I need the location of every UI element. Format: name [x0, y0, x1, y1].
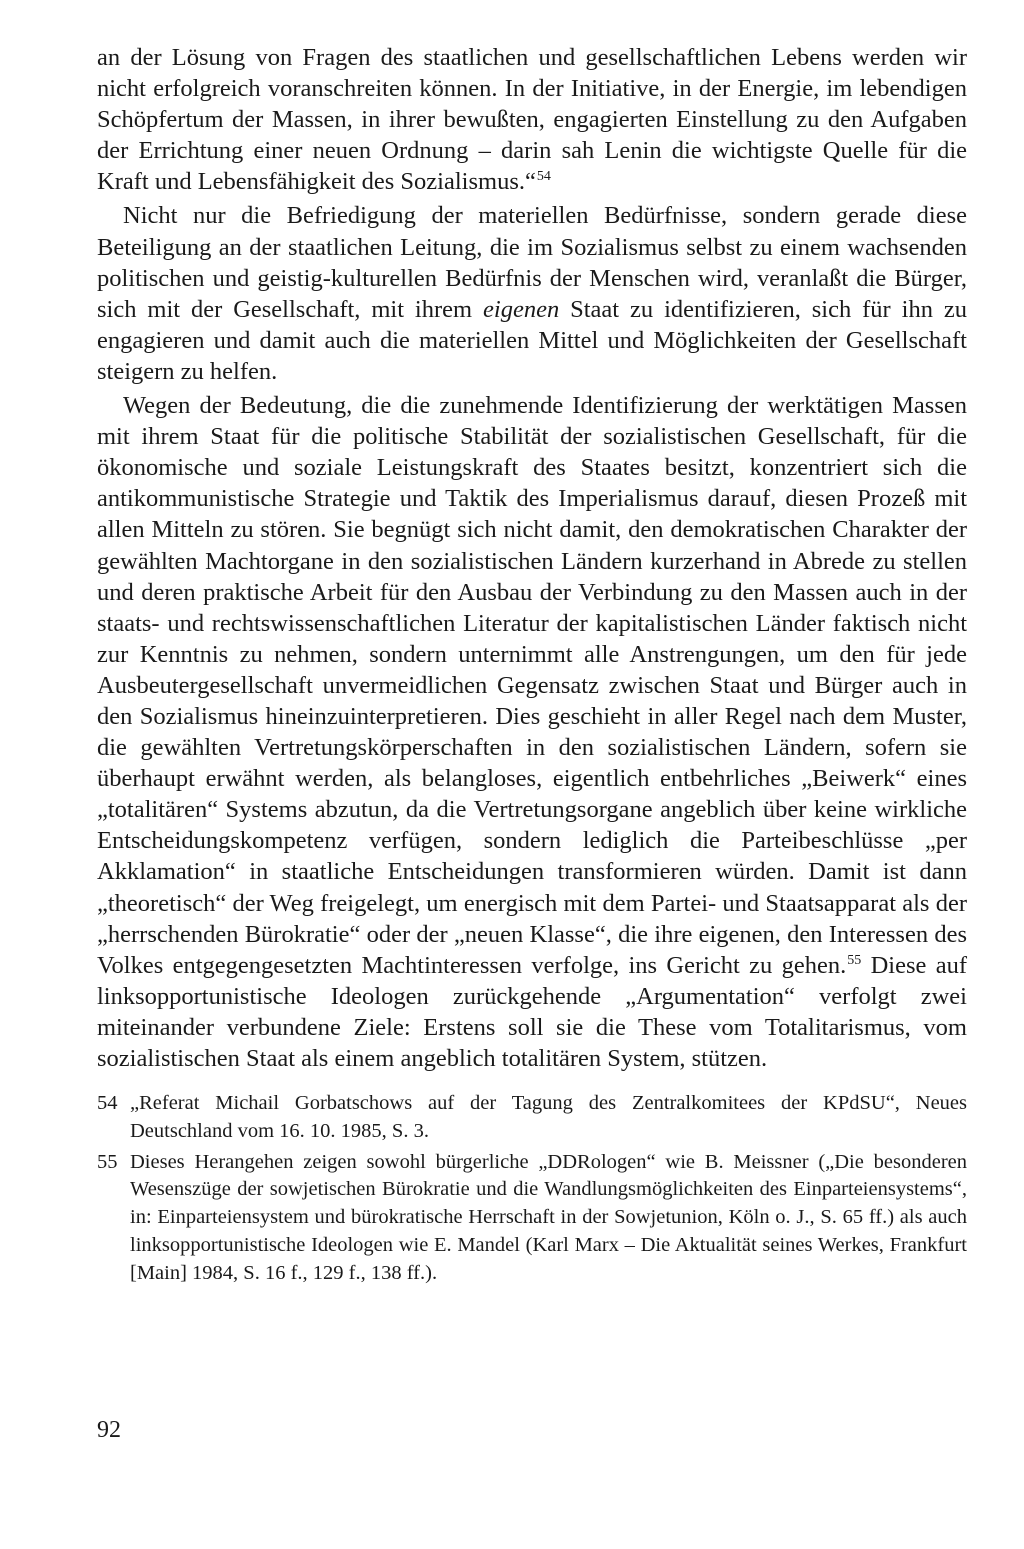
- paragraph-2: [97, 200, 967, 387]
- paragraph-2-text-end: Staat zu identifizieren, sich für ihn zu engagieren und damit auch die materiellen Mittel und Möglichkeiten der Gesellschaft steigern zu helfen.: [97, 295, 967, 385]
- paragraph-3-text-end: Diese auf linksopportunistische Ideologen zurückgehende „Argumentation“ verfolgt zwei miteinander verbundene Ziele: Erstens soll sie die These vom Totalitarismus, vom sozialistischen Staat als einem angeblich totalitären System, stützen.: [97, 951, 967, 1072]
- footnote-55: [97, 1149, 967, 1288]
- footnote-text: Dieses Herangehen zeigen sowohl bürgerliche „DDRologen“ wie B. Meissner („Die besonderen Wesenszüge der sowjetischen Bürokratie und die Wandlungsmöglichkeiten des Einparteiensystems“, in: Einparteiensystem und bürokratische Herrschaft in der Sowjetunion, Köln o. J., S. 65 ff.) als auch linksopportunistische Ideologen wie E. Mandel (Karl Marx – Die Aktualität seines Werkes, Frankfurt [Main] 1984, S. 16 f., 129 f., 138 ff.).: [130, 1150, 967, 1284]
- footnote-number: 54: [97, 1092, 118, 1115]
- emphasis-eigenen: eigenen: [483, 295, 560, 323]
- page-content: [97, 42, 967, 1291]
- paragraph-3: [97, 390, 967, 1074]
- footnote-text: „Referat Michail Gorbatschows auf der Tagung des Zentralkomitees der KPdSU“, Neues Deutschland vom 16. 10. 1985, S. 3.: [130, 1092, 967, 1142]
- paragraph-2-text-start: Nicht nur die Befriedigung der materiellen Bedürfnisse, sondern gerade diese Beteiligung an der staatlichen Leitung, die im Sozialismus selbst zu einem wachsenden politischen und geistig-kulturellen Bedürfnis der Menschen wird, veranlaßt die Bürger, sich mit der Gesellschaft, mit ihrem: [97, 202, 967, 323]
- paragraph-3-text-start: Wegen der Bedeutung, die die zunehmende Identifizierung der werktätigen Massen mit ihrem Staat für die politische Stabilität der sozialistischen Gesellschaft, für die ökonomische und soziale Leistungskraft des Staates besitzt, konzentriert sich die antikommunistische Strategie und Taktik des Imperialismus darauf, diesen Prozeß mit allen Mitteln zu stören. Sie begnügt sich nicht damit, den demokratischen Charakter der gewählten Machtorgane in den sozialistischen Ländern kurzerhand in Abrede zu stellen und deren praktische Arbeit für den Ausbau der Verbindung zu den Massen auch in der staats- und rechtswissenschaftlichen Literatur der kapitalistischen Länder faktisch nicht zur Kenntnis zu nehmen, sondern unternimmt alle Anstrengungen, um den für jede Ausbeutergesellschaft unvermeidlichen Gegensatz zwischen Staat und Bürger auch in den Sozialismus hineinzuinterpretieren. Dies geschieht in aller Regel nach dem Muster, die gewählten Vertretungskörperschaften in den sozialistischen Ländern, sofern sie überhaupt erwähnt werden, als belangloses, eigentlich entbehrliches „Beiwerk“ eines „totalitären“ Systems abzutun, da die Vertretungsorgane angeblich über keine wirkliche Entscheidungskompetenz verfügen, sondern lediglich die Parteibeschlüsse „per Akklamation“ in staatliche Entscheidungen transformieren würden. Damit ist dann „theoretisch“ der Weg freigelegt, um energisch mit dem Partei- und Staatsapparat als der „herrschenden Bürokratie“ oder der „neuen Klasse“, die ihre eigenen, den Interessen des Volkes entgegengesetzten Machtinteressen verfolge, ins Gericht zu gehen.: [97, 392, 967, 979]
- footnotes: [97, 1090, 967, 1288]
- footnote-number: 55: [97, 1150, 118, 1173]
- paragraph-1-text: an der Lösung von Fragen des staatlichen und gesellschaftlichen Lebens werden wir nicht erfolgreich voranschreiten können. In der Initiative, in der Energie, im lebendigen Schöpfertum der Massen, in ihrer bewußten, engagierten Einstellung zu den Aufgaben der Errichtung einer neuen Ordnung – darin sah Lenin die wichtigste Quelle für die Kraft und Lebensfähigkeit des Sozialismus.“: [97, 44, 967, 196]
- footnote-ref-54: 54: [536, 169, 551, 185]
- paragraph-1: [97, 42, 967, 197]
- footnote-ref-55: 55: [847, 952, 862, 968]
- page-number: 92: [97, 1417, 121, 1443]
- footnote-54: [97, 1090, 967, 1146]
- body-text: [97, 42, 967, 1074]
